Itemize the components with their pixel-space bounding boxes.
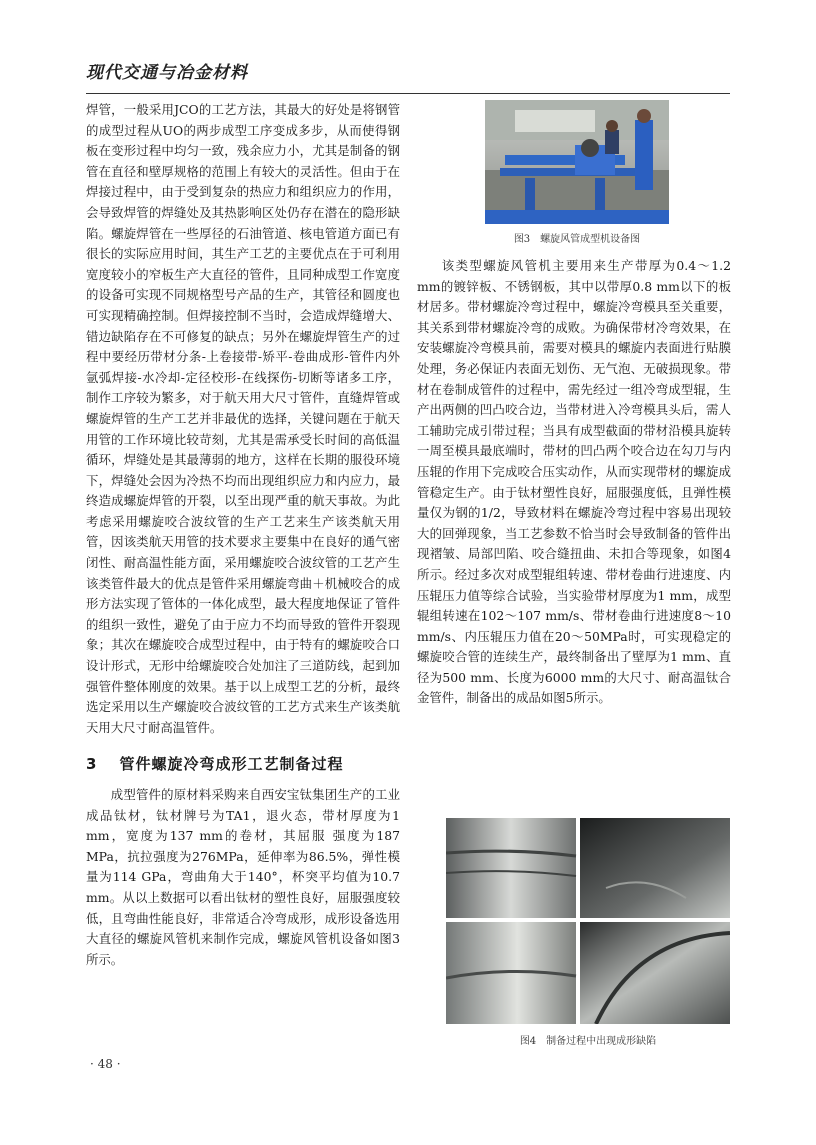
right-paragraph-1: 该类型螺旋风管机主要用来生产带厚为0.4～1.2 mm的镀锌板、不锈钢板，其中以带厚0.8 mm以下的板材居多。带材螺旋冷弯过程中，螺旋冷弯模具至关重要，其关系到带材螺旋冷弯的成败。为确保带材冷弯效果，在安装螺旋冷弯模具前，需要对模具的螺旋内表面进行贴膜处理，务必保证内表面无划伤、无气泡、无破损现象。带材在卷制成管件的过程中，需先经过一组冷弯成型辊，生产出两侧的凹凸咬合边，当带材进入冷弯模具头后，需人工辅助完成引带过程；当具有成型截面的带材沿模具旋转一周至模具最底端时，带材的凹凸两个咬合边在勾刀与内压辊的作用下完成咬合压实动作，从而实现带材的螺旋成管稳定生产。由于钛材塑性良好，屈服强度低，且弹性模量仅为钢的1/2，导致材料在螺旋冷弯过程中容易出现较大的回弹现象，当工艺参数不恰当时会导致制备的管件出现褶皱、局部凹陷、咬合缝扭曲、未扣合等现象，如图4所示。经过多次对成型辊组转速、带材卷曲行进速度、内压辊压力值等综合试验，当实验带材厚度为1 mm，成型辊组转速在102～107 mm/s、带材卷曲行进速度8～10 mm/s、内压辊压力值在20～50MPa时，可实现稳定的螺旋咬合管的连续生产，最终制备出了壁厚为1 mm、直径为500 mm、长度为6000 mm的大尺寸、耐高温钛合金管件，制备出的成品如图5所示。	[417, 258, 731, 706]
left-paragraph-1: 焊管，一般采用JCO的工艺方法，其最大的好处是将钢管的成型过程从UO的两步成型工序变成多步，从而使得钢板在变形过程中均匀一致，残余应力小，尤其是制备的钢管在直径和壁厚规格的范围上有较大的灵活性。但由于在焊接过程中，由于受到复杂的热应力和组织应力的作用，会导致焊管的焊缝处及其热影响区处仍存在潜在的隐形缺陷。螺旋焊管在一些厚径的石油管道、核电管道方面已有很长的实际应用时间，其生产工艺的主要优点在于可利用宽度较小的窄板生产大直径的管件，且同种成型工作宽度的设备可实现不同规格型号产品的生产，其管径和圆度也可实现精确控制。但焊接控制不当时，会造成焊缝增大、错边缺陷存在不可修复的缺点；另外在螺旋焊管生产的过程中要经历带材分条-上卷接带-矫平-卷曲成形-管件内外氩弧焊接-水冷却-定径校形-在线探伤-切断等诸多工序，制作工序较为繁多，对于航天用大尺寸管件，直缝焊管或螺旋焊管的生产工艺并非最优的选择，关键问题在于航天用管的工作环境比较苛刻，尤其是需承受长时间的高低温循环，焊缝处是其最薄弱的地方，这样在长期的服役环境下，焊缝处会因为冷热不均而出现组织应力和内应力，最终造成螺旋焊管的开裂，以至出现严重的航天事故。为此考虑采用螺旋咬合波纹管的生产工艺来生产该类航天用管，因该类航天用管的技术要求主要集中在良好的通气密闭性、耐高温性能方面，采用螺旋咬合波纹管的工艺产生该类管件最大的优点是管件采用螺旋弯曲＋机械咬合的成形方法实现了管体的一体化成型，最大程度地保证了管件的组织一致性，避免了由于应力不均而导致的管件开裂现象；其次在螺旋咬合成型过程中，由于特有的螺旋咬合口设计形式，无形中给螺旋咬合处加注了三道防线，起到加强管件整体刚度的效果。基于以上成型工艺的分析，最终选定采用以生产螺旋咬合波纹管的工艺方式来生产该类航天用大尺寸耐高温管件。	[86, 102, 400, 735]
section-number: 3	[86, 755, 98, 774]
header-divider	[86, 93, 730, 94]
figure-3-photo	[485, 100, 669, 224]
figure-4-caption: 图4 制备过程中出现成形缺陷	[519, 1036, 657, 1047]
machine-photo-illustration	[485, 100, 669, 224]
right-column	[417, 256, 731, 709]
page-number: · 48 ·	[90, 1057, 121, 1071]
defect-photos-illustration	[446, 818, 730, 1024]
section-heading	[86, 754, 400, 775]
journal-title: 现代交通与冶金材料	[86, 63, 248, 83]
left-paragraph-2: 成型管件的原材料采购来自西安宝钛集团生产的工业成品钛材，钛材牌号为TA1，退火态，带材厚度为1 mm，宽度为137 mm的卷材，其屈服 强度为187 MPa，抗拉强度为276MPa，延伸率为86.5%，弹性模量为114 GPa，弯曲角大于140°，杯突平均值为10.7 mm。从以上数据可以看出钛材的塑性良好，屈服强度较低，且弯曲性能良好，非常适合冷弯成形，成形设备选用大直径的螺旋风管机来制作完成，螺旋风管机设备如图3所示。	[86, 787, 400, 967]
section-title: 管件螺旋冷弯成形工艺制备过程	[119, 755, 344, 774]
figure-3-caption: 图3 螺旋风管成型机设备图	[513, 234, 641, 245]
figure-4-photo-grid	[446, 818, 730, 1024]
left-column	[86, 100, 400, 970]
